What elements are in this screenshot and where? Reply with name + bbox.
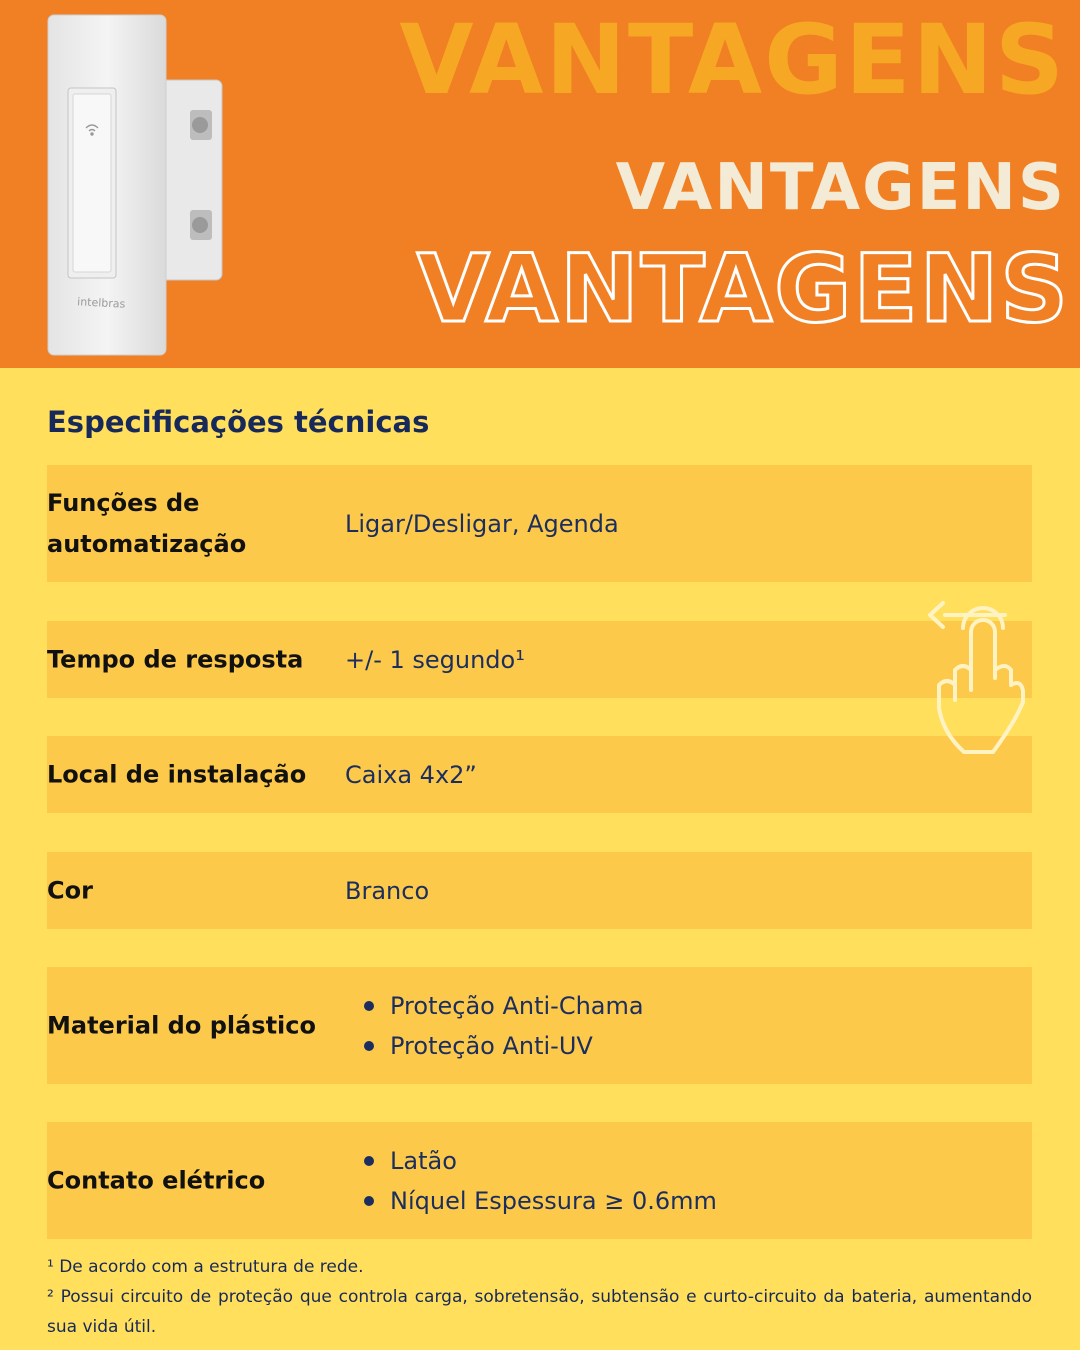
spec-value: Caixa 4x2”: [345, 760, 477, 789]
spec-row-material: [47, 967, 1032, 1084]
footnote-1: ¹ De acordo com a estrutura de rede.: [47, 1257, 364, 1277]
title-vantagens-outline: VANTAGENS: [416, 235, 1070, 344]
smart-switch-product-image: [40, 10, 240, 360]
title-vantagens-medium: VANTAGENS: [615, 151, 1066, 225]
spec-label: Material do plástico: [47, 1011, 316, 1039]
hand-swipe-icon: [905, 590, 1035, 760]
list-item: Latão: [345, 1141, 717, 1181]
list-item: Proteção Anti-Chama: [345, 986, 644, 1026]
spec-row-electrical-contact: [47, 1122, 1032, 1239]
spec-value: Branco: [345, 876, 430, 905]
spec-row-automation: [47, 465, 1032, 582]
spec-label: Local de instalação: [47, 760, 307, 788]
spec-value-list: [345, 986, 644, 1066]
footnotes: [47, 1252, 1032, 1342]
spec-value: +/- 1 segundo¹: [345, 645, 525, 674]
footnote-2: ² Possui circuito de proteção que controla carga, sobretensão, subtensão e curto-circuito da bateria, aumentando sua vida útil.: [47, 1287, 1032, 1337]
spec-row-installation: [47, 736, 1032, 813]
bullet-icon: [364, 1001, 374, 1011]
spec-label: Tempo de resposta: [47, 645, 304, 673]
spec-label: Funções de automatização: [47, 488, 247, 558]
list-item: Proteção Anti-UV: [345, 1026, 644, 1066]
spec-row-color: [47, 852, 1032, 929]
spec-row-response-time: [47, 621, 1032, 698]
spec-value-list: [345, 1141, 717, 1221]
bullet-icon: [364, 1156, 374, 1166]
list-item: Níquel Espessura ≥ 0.6mm: [345, 1181, 717, 1221]
spec-label: Cor: [47, 876, 93, 904]
header-banner: [0, 0, 1080, 368]
product-brand-text: intelbras: [76, 295, 126, 311]
spec-value: Ligar/Desligar, Agenda: [345, 509, 619, 538]
specs-title: Especificações técnicas: [47, 405, 430, 439]
spec-label: Contato elétrico: [47, 1166, 266, 1194]
title-vantagens-large: VANTAGENS: [399, 4, 1066, 116]
bullet-icon: [364, 1041, 374, 1051]
bullet-icon: [364, 1196, 374, 1206]
